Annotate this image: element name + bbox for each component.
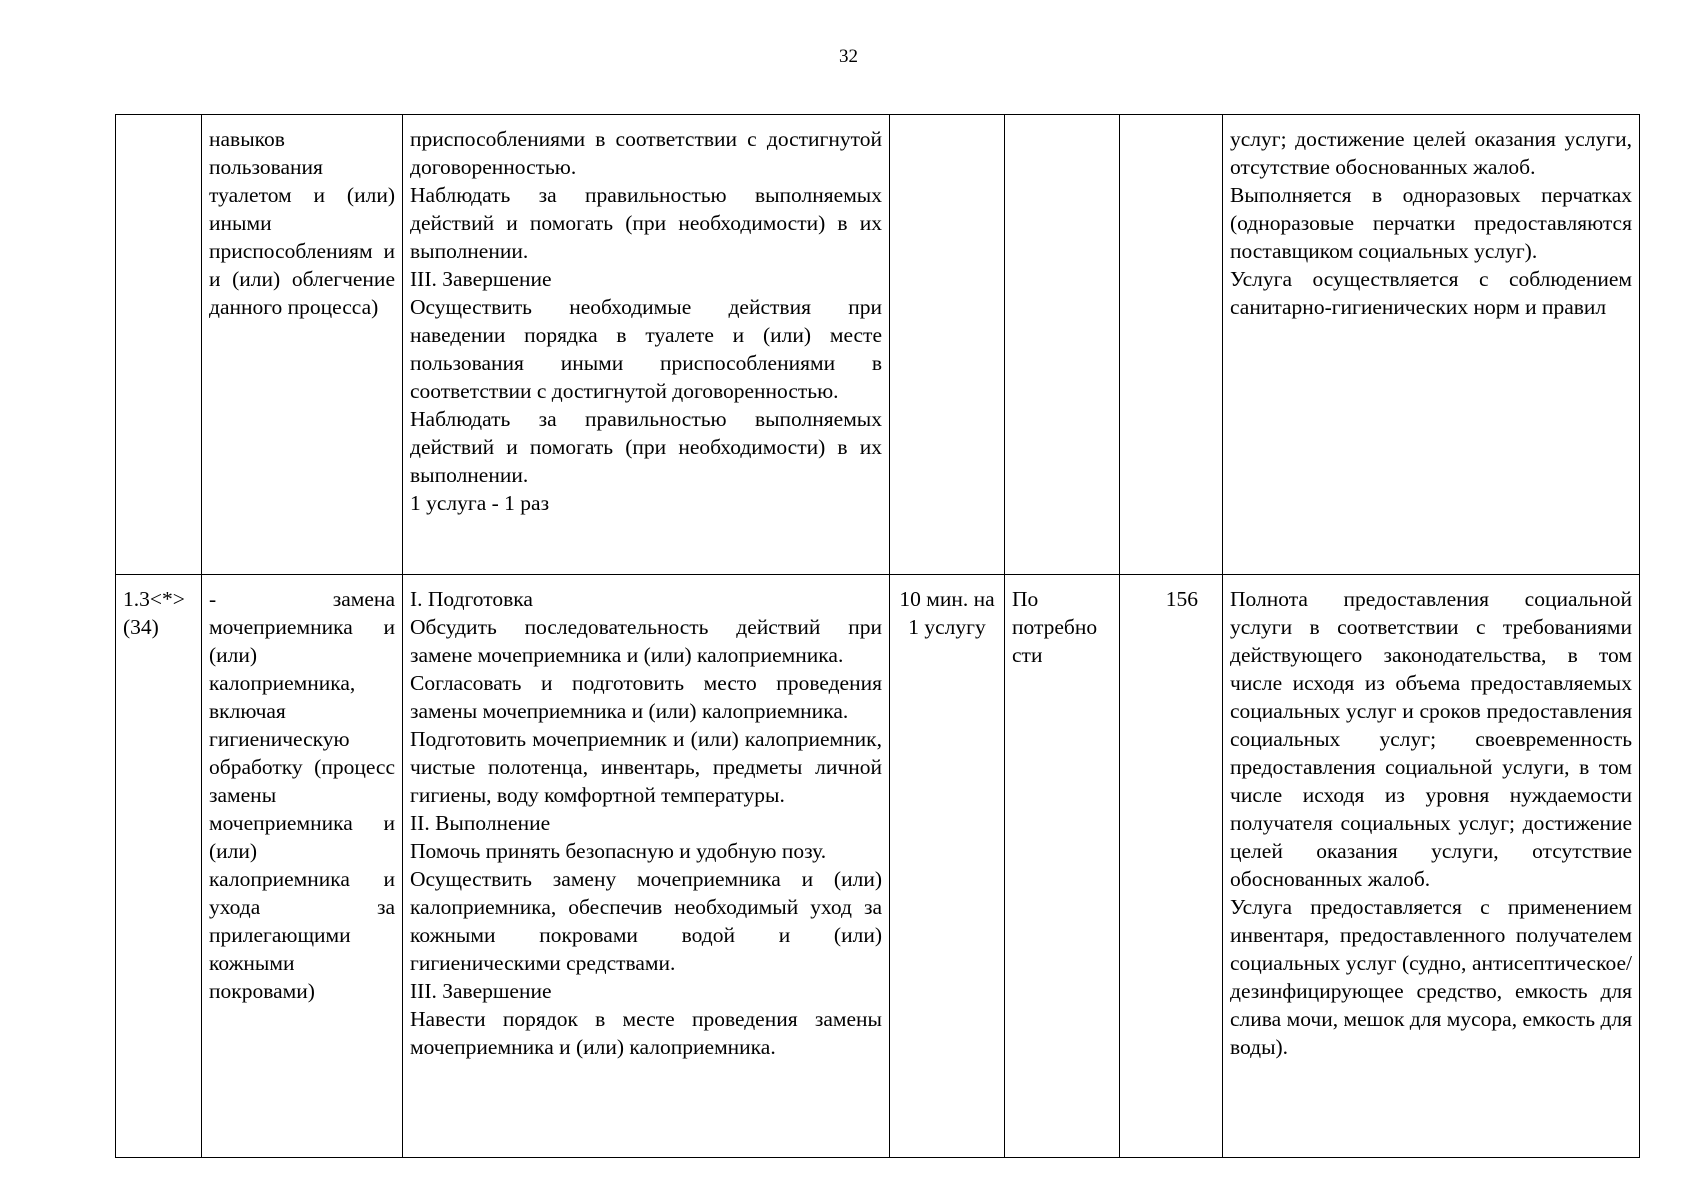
page-number: 32 xyxy=(839,46,858,67)
cell-criteria xyxy=(1223,575,1640,1158)
criteria-line: Услуга предоставляется с применением инвентаря, предоставленного получателем социальных услуг (судно, антисептическое/дезинфицирующее средство, емкость для слива мочи, мешок для мусора, емкость для воды). xyxy=(1230,895,1632,1059)
step-line: Наблюдать за правильностью выполняемых действий и помогать (при необходимости) в их выполнении. xyxy=(410,407,882,487)
step-line: Подготовить мочеприемник и (или) калоприемник, чистые полотенца, инвентарь, предметы личной гигиены, воду комфортной температуры. xyxy=(410,727,882,807)
table-row xyxy=(116,575,1640,1158)
step-line: Навести порядок в месте проведения замены мочеприемника и (или) калоприемника. xyxy=(410,1007,882,1059)
step-line: 1 услуга - 1 раз xyxy=(410,491,550,515)
step-line: Осуществить необходимые действия при наведении порядка в туалете и (или) месте пользования иными приспособлениями в соответствии с достигнутой договоренностью. xyxy=(410,295,882,403)
table-row xyxy=(116,115,1640,575)
services-table xyxy=(115,114,1640,1158)
step-line: III. Завершение xyxy=(410,267,552,291)
cell-number xyxy=(116,115,202,575)
cell-service-name: навыков пользования туалетом и (или) иными приспособлениям и и (или) облегчение данного процесса) xyxy=(202,115,403,575)
cell-frequency xyxy=(1005,115,1120,575)
step-line: приспособлениями в соответствии с достигнутой договоренностью. xyxy=(410,127,882,179)
step-line: III. Завершение xyxy=(410,979,552,1003)
step-line: II. Выполнение xyxy=(410,811,551,835)
cell-duration xyxy=(890,115,1005,575)
cell-criteria xyxy=(1223,115,1640,575)
cell-service-steps xyxy=(403,575,890,1158)
criteria-line: услуг; достижение целей оказания услуги, отсутствие обоснованных жалоб. xyxy=(1230,127,1632,179)
step-line: Согласовать и подготовить место проведения замены мочеприемника и (или) калоприемника. xyxy=(410,671,882,723)
cell-count: 156 xyxy=(1120,575,1223,1158)
step-line: I. Подготовка xyxy=(410,587,533,611)
step-line: Помочь принять безопасную и удобную позу. xyxy=(410,839,827,863)
cell-duration: 10 мин. на 1 услугу xyxy=(890,575,1005,1158)
step-line: Обсудить последовательность действий при замене мочеприемника и (или) калоприемника. xyxy=(410,615,882,667)
cell-number: 1.3<*> (34) xyxy=(116,575,202,1158)
cell-frequency: По потребно сти xyxy=(1005,575,1120,1158)
criteria-line: Выполняется в одноразовых перчатках (одноразовые перчатки предоставляются поставщиком социальных услуг). xyxy=(1230,183,1632,263)
cell-service-steps xyxy=(403,115,890,575)
cell-service-name: - замена мочеприемника и (или) калоприемника, включая гигиеническую обработку (процесс замены мочеприемника и (или) калоприемника и ухода за прилегающими кожными покровами) xyxy=(202,575,403,1158)
step-line: Наблюдать за правильностью выполняемых действий и помогать (при необходимости) в их выполнении. xyxy=(410,183,882,263)
criteria-line: Полнота предоставления социальной услуги в соответствии с требованиями действующего законодательства, в том числе исходя из объема предоставляемых социальных услуг и сроков предоставления социальных услуг; своевременность предоставления социальной услуги, в том числе исходя из уровня нуждаемости получателя социальных услуг; достижение целей оказания услуги, отсутствие обоснованных жалоб. xyxy=(1230,587,1632,891)
cell-count xyxy=(1120,115,1223,575)
criteria-line: Услуга осуществляется с соблюдением санитарно-гигиенических норм и правил xyxy=(1230,267,1632,319)
step-line: Осуществить замену мочеприемника и (или) калоприемника, обеспечив необходимый уход за кожными покровами водой и (или) гигиеническими средствами. xyxy=(410,867,882,975)
